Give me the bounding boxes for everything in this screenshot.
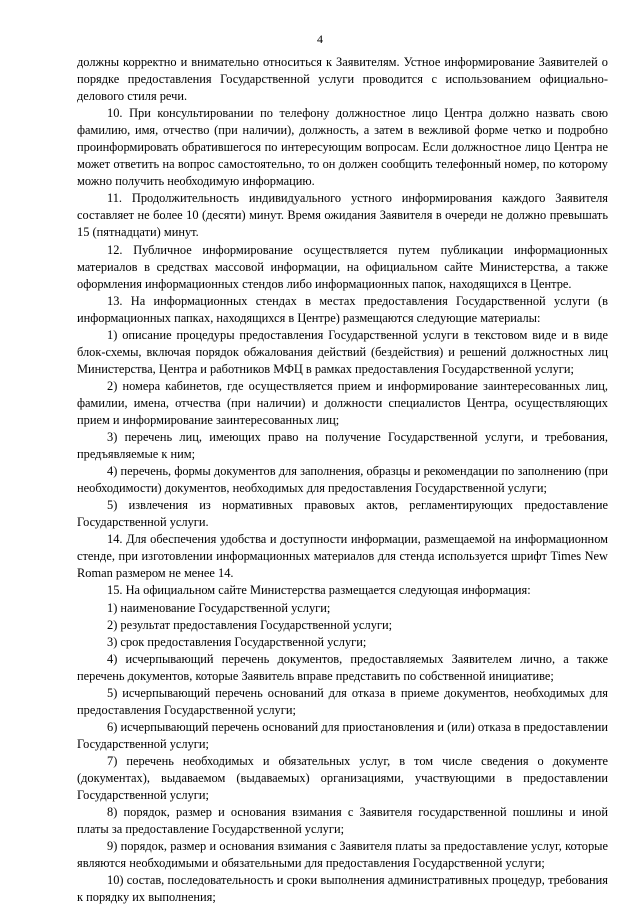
list-item-13-5: 5) извлечения из нормативных правовых актов, регламентирующих предоставление Государственной услуги. bbox=[77, 498, 608, 530]
list-item-15-8: 8) порядок, размер и основания взимания с Заявителя государственной пошлины и иной платы за предоставление Государственной услуги; bbox=[77, 805, 608, 837]
list-item-15-9: 9) порядок, размер и основания взимания с Заявителя платы за предоставление услуг, которые являются необходимыми и обязательными для предоставления Государственной услуги; bbox=[77, 839, 608, 871]
list-item-13-4: 4) перечень, формы документов для заполнения, образцы и рекомендации по заполнению (при необходимости) документов, необходимых для предоставления Государственной услуги; bbox=[77, 464, 608, 496]
list-item-15-6: 6) исчерпывающий перечень оснований для приостановления и (или) отказа в предоставлении Государственной услуги; bbox=[77, 719, 608, 751]
paragraph-continuation: должны корректно и внимательно относиться к Заявителям. Устное информирование Заявителей о порядке предоставления Государственной услуги проводится с использованием официально-делового стиля речи. bbox=[77, 55, 608, 104]
list-item-15-4: 4) исчерпывающий перечень документов, предоставляемых Заявителем лично, а также перечень документов, которые Заявитель вправе представить по собственной инициативе; bbox=[77, 651, 608, 683]
paragraph-item-15: 15. На официальном сайте Министерства размещается следующая информация: bbox=[107, 583, 531, 598]
list-item-15-3: 3) срок предоставления Государственной услуги; bbox=[107, 634, 367, 649]
list-item-13-3: 3) перечень лиц, имеющих право на получение Государственной услуги, и требования, предъявляемые к ним; bbox=[77, 430, 608, 462]
page-number: 4 bbox=[317, 32, 323, 46]
list-item-15-10: 10) состав, последовательность и сроки выполнения административных процедур, требования к порядку их выполнения; bbox=[77, 873, 608, 905]
document-body bbox=[77, 54, 608, 906]
list-item-15-2: 2) результат предоставления Государственной услуги; bbox=[107, 617, 393, 632]
paragraph-item-14: 14. Для обеспечения удобства и доступности информации, размещаемой на информационном стенде, при изготовлении информационных материалов для стенда используется шрифт Times New Roman размером не менее 14. bbox=[77, 532, 608, 581]
list-item-15-7: 7) перечень необходимых и обязательных услуг, в том числе сведения о документе (документах), выдаваемом (выдаваемых) организациями, участвующими в предоставлении Государственной услуги; bbox=[77, 753, 608, 803]
list-item-13-1: 1) описание процедуры предоставления Государственной услуги в текстовом виде и в виде блок-схемы, включая порядок обжалования действий (бездействия) и решений должностных лиц Министерства, Центра и работников МФЦ в рамках предоставления Государственной услуги; bbox=[77, 327, 608, 376]
paragraph-item-12: 12. Публичное информирование осуществляется путем публикации информационных материалов в средствах массовой информации, на официальном сайте Министерства, а также оформления информационных стендов либо информационных папок, находящихся в Центре. bbox=[77, 242, 608, 291]
list-item-13-2: 2) номера кабинетов, где осуществляется прием и информирование заинтересованных лиц, фамилии, имена, отчества (при наличии) и должности специалистов Центра, осуществляющих прием и информирование заинтересованных лиц; bbox=[77, 378, 608, 427]
list-item-15-1: 1) наименование Государственной услуги; bbox=[107, 600, 331, 615]
paragraph-item-13: 13. На информационных стендах в местах предоставления Государственной услуги (в информационных папках, находящихся в Центре) размещаются следующие материалы: bbox=[77, 293, 608, 325]
paragraph-item-10: 10. При консультировании по телефону должностное лицо Центра должно назвать свою фамилию, имя, отчество (при наличии), должность, а затем в вежливой форме четко и подробно проинформировать обратившегося по интересующим вопросам. Если должностное лицо Центра не может ответить на вопрос самостоятельно, то он должен сообщить телефонный номер, по которому можно получить необходимую информацию. bbox=[77, 106, 608, 189]
paragraph-item-11: 11. Продолжительность индивидуального устного информирования каждого Заявителя составляет не более 10 (десяти) минут. Время ожидания Заявителя в очереди не должно превышать 15 (пятнадцати) минут. bbox=[77, 191, 608, 240]
list-item-15-5: 5) исчерпывающий перечень оснований для отказа в приеме документов, необходимых для предоставления Государственной услуги; bbox=[77, 685, 608, 717]
